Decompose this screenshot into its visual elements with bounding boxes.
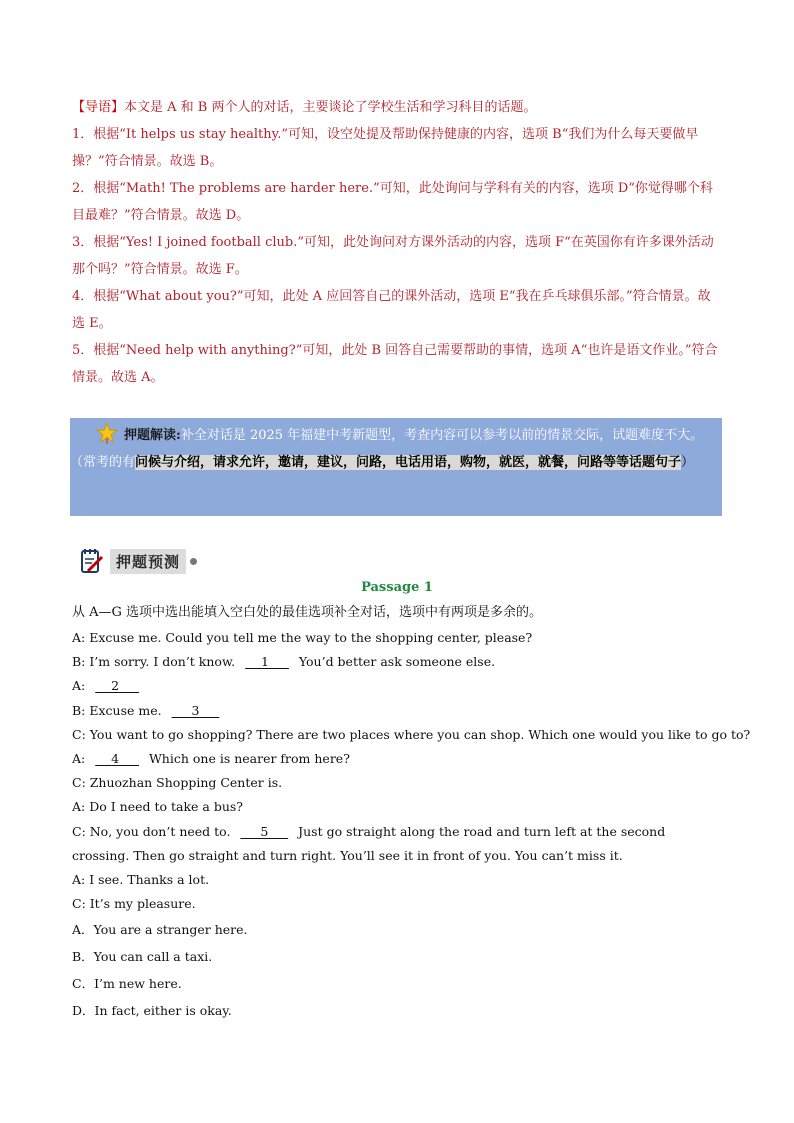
blank-4[interactable]: 4: [111, 751, 120, 767]
dialogue-line: C: You want to go shopping? There are two places where you can shop. Which one would you like to go to?: [72, 726, 751, 742]
blank-2[interactable]: 2: [111, 678, 120, 694]
dialogue-line: A: I see. Thanks a lot.: [72, 872, 210, 888]
dialogue-line: B: I’m sorry. I don’t know. 1 You’d better ask someone else.: [72, 650, 722, 674]
dialogue-line: C: No, you don’t need to. 5 Just go straight along the road and turn left at the second crossing. Then go straight and turn right. You’ll see it in front of you. You can’t miss it.: [72, 820, 722, 868]
tip-highlight: 问候与介绍，请求允许，邀请，建议，问路，电话用语，购物，就医，就餐，问路等等话题句子: [135, 455, 682, 470]
blank-3[interactable]: 3: [191, 702, 200, 718]
instruction: 从 A—G 选项中选出能填入空白处的最佳选项补全对话，选项中有两项是多余的。: [72, 605, 543, 620]
section-label: 押题预测: [110, 549, 186, 574]
tip-box: [70, 418, 722, 516]
dialogue-line: C: It’s my pleasure.: [72, 896, 196, 912]
option-c: C．I’m new here.: [72, 976, 182, 992]
dialogue-line: A: Do I need to take a bus?: [72, 799, 244, 815]
analysis-item-1: 1．根据“It helps us stay healthy.”可知，设空处提及帮助保持健康的内容，选项 B“我们为什么每天要做早操？”符合情景。故选 B。: [72, 127, 699, 169]
passage-body: [72, 600, 751, 1024]
blank-1[interactable]: 1: [261, 654, 269, 670]
option-d: D．In fact, either is okay.: [72, 1003, 232, 1019]
analysis-section: [72, 94, 722, 391]
section-header: [80, 546, 197, 576]
tip-text: 补全对话是 2025 年福建中考新题型，考查内容可以参考以前的情景交际，试题难度不大。（常考的有: [70, 428, 704, 470]
blank-5[interactable]: 5: [260, 823, 269, 839]
tip-close: ）: [681, 455, 695, 470]
analysis-item-4: 4．根据“What about you?”可知，此处 A 应回答自己的课外活动，选项 E“我在乒乓球俱乐部。”符合情景。故选 E。: [72, 289, 711, 331]
notepad-pen-icon: [80, 548, 104, 574]
dialogue-line: A: Excuse me. Could you tell me the way to the shopping center, please?: [72, 630, 533, 645]
dialogue-line: A: 2: [72, 674, 722, 698]
option-b: B．You can call a taxi.: [72, 949, 213, 965]
tip-content: [70, 422, 720, 476]
passage-title: Passage 1: [361, 580, 433, 595]
dialogue-line: B: Excuse me. 3: [72, 699, 722, 723]
option-a: A．You are a stranger here.: [72, 922, 248, 938]
guide-paragraph: [72, 94, 722, 121]
guide-tag: 【导语】: [72, 100, 125, 115]
dialogue-line: C: Zhuozhan Shopping Center is.: [72, 775, 283, 791]
tip-title: 押题解读:: [124, 428, 181, 443]
section-dot: [190, 558, 197, 565]
guide-text: 本文是 A 和 B 两个人的对话，主要谈论了学校生活和学习科目的话题。: [124, 100, 537, 115]
star-icon: [96, 422, 118, 444]
analysis-item-2: 2．根据“Math! The problems are harder here.”可知，此处询问与学科有关的内容，选项 D“你觉得哪个科目最难？”符合情景。故选 D。: [72, 181, 713, 223]
dialogue-line: A: 4 Which one is nearer from here?: [72, 747, 722, 771]
analysis-item-5: 5．根据“Need help with anything?”可知，此处 B 回答自己需要帮助的事情，选项 A“也许是语文作业。”符合情景。故选 A。: [72, 343, 718, 385]
analysis-item-3: 3．根据“Yes! I joined football club.”可知，此处询问对方课外活动的内容，选项 F“在英国你有许多课外活动那个吗？”符合情景。故选 F。: [72, 235, 714, 277]
